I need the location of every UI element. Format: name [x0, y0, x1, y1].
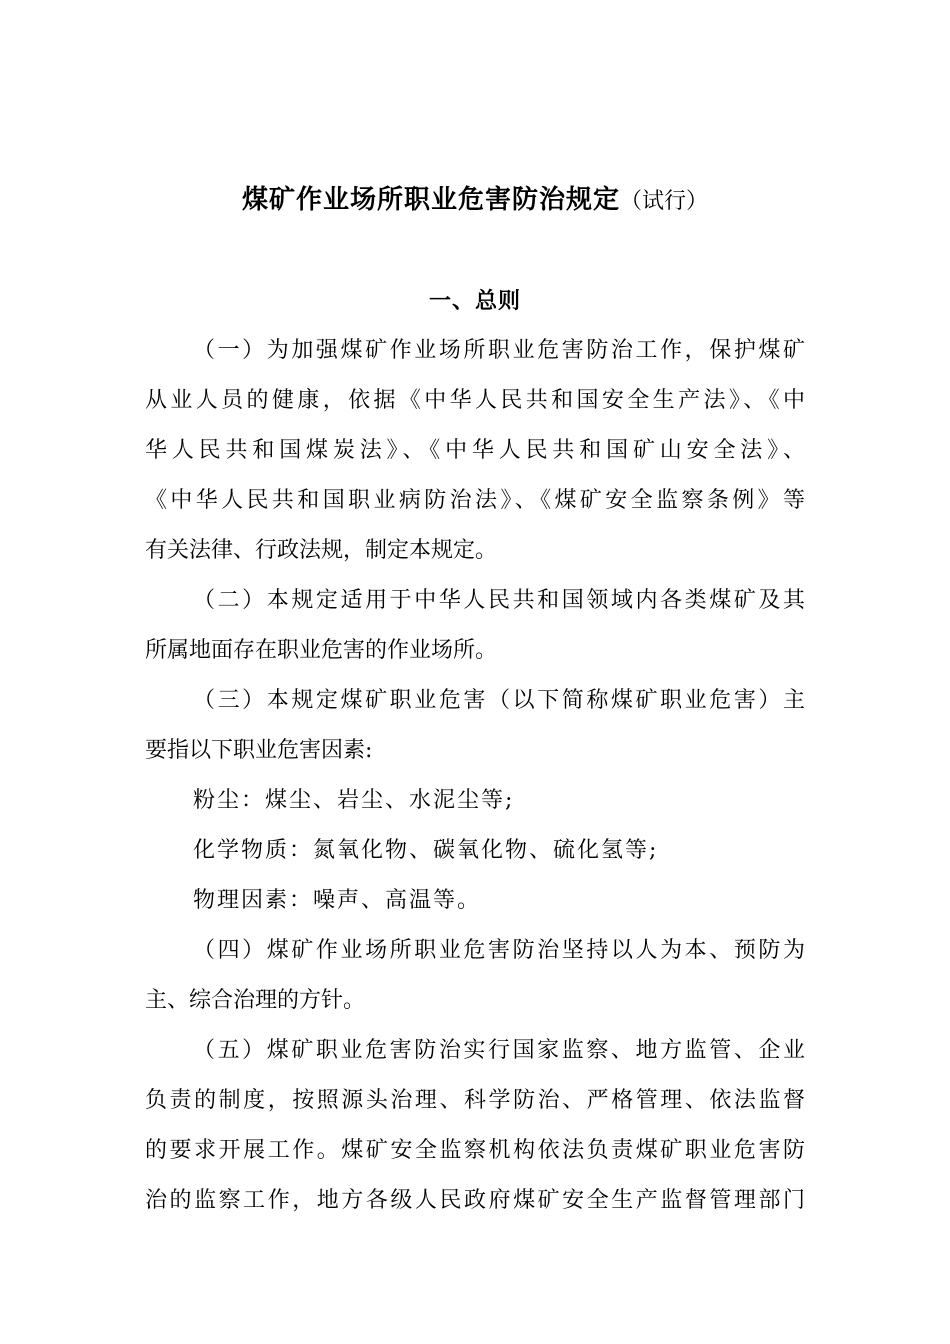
- paragraph-line: 主、综合治理的方针。: [145, 988, 366, 1013]
- list-item: 物理因素：噪声、高温等。: [193, 888, 482, 913]
- paragraph-line: （一）为加强煤矿作业场所职业危害防治工作，保护煤矿: [193, 338, 805, 363]
- paragraph-line: 所属地面存在职业危害的作业场所。: [145, 638, 498, 663]
- paragraph-line: 要指以下职业危害因素:: [145, 738, 373, 763]
- section-heading: 一、总则: [428, 289, 521, 314]
- paragraph-line: （二）本规定适用于中华人民共和国领域内各类煤矿及其: [193, 588, 805, 613]
- paragraph-line: 有关法律、行政法规，制定本规定。: [145, 538, 498, 563]
- paragraph-line: 《中华人民共和国职业病防治法》、《煤矿安全监察条例》等: [145, 488, 805, 513]
- paragraph-line: 从业人员的健康，依据《中华人民共和国安全生产法》、《中: [145, 388, 805, 413]
- paragraph-line: （四）煤矿作业场所职业危害防治坚持以人为本、预防为: [193, 938, 805, 963]
- paragraph-line: 负责的制度，按照源头治理、科学防治、严格管理、依法监督: [145, 1088, 805, 1113]
- paragraph-line: 华人民共和国煤炭法》、《中华人民共和国矿山安全法》、: [145, 438, 805, 463]
- body-text: [145, 326, 805, 1226]
- list-item: 粉尘：煤尘、岩尘、水泥尘等;: [193, 788, 515, 813]
- paragraph-line: 治的监察工作，地方各级人民政府煤矿安全生产监督管理部门: [145, 1188, 805, 1213]
- document-title-suffix: （试行）: [620, 189, 709, 214]
- paragraph-line: （三）本规定煤矿职业危害（以下简称煤矿职业危害）主: [193, 688, 805, 713]
- paragraph-line: 的要求开展工作。煤矿安全监察机构依法负责煤矿职业危害防: [145, 1138, 805, 1163]
- list-item: 化学物质：氮氧化物、碳氧化物、硫化氢等;: [193, 838, 659, 863]
- document-title: [0, 180, 950, 222]
- paragraph-line: （五）煤矿职业危害防治实行国家监察、地方监管、企业: [193, 1038, 805, 1063]
- document-title-main: 煤矿作业场所职业危害防治规定: [241, 185, 620, 215]
